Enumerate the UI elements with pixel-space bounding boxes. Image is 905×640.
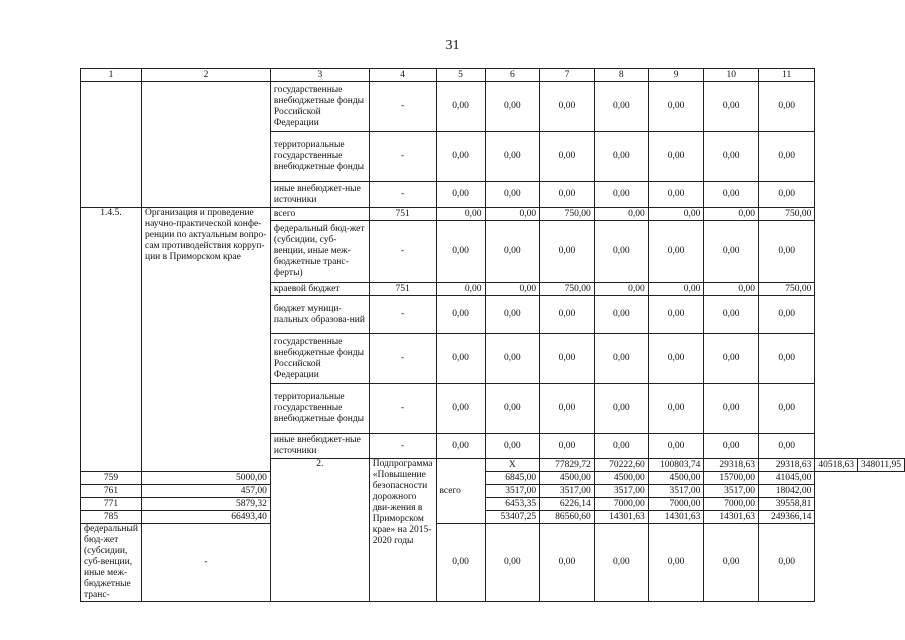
code-cell: 751 xyxy=(369,208,436,221)
code-cell: 759 xyxy=(81,472,142,485)
value-cell: 14301,63 xyxy=(648,511,704,524)
value-cell: 18042,00 xyxy=(759,485,815,498)
code-cell: - xyxy=(369,182,436,208)
value-cell: 0,00 xyxy=(759,334,815,384)
value-cell: 3517,00 xyxy=(648,485,704,498)
value-cell: 0,00 xyxy=(594,182,648,208)
source-cell: бюджет муници-пальных образова-ний xyxy=(270,296,369,334)
code-cell: - xyxy=(369,384,436,434)
value-cell: 0,00 xyxy=(648,208,704,221)
source-cell: федеральный бюд-жет (субсидии, суб-венции, иные меж-бюджетные транс-ферты) xyxy=(270,221,369,283)
table-row xyxy=(81,524,905,602)
value-cell: 0,00 xyxy=(436,283,485,296)
value-cell: 0,00 xyxy=(759,182,815,208)
item-name-cell: Подпрограмма «Повышение безопасности дорожного дви-жения в Приморском крае» на 2015-2020 годы xyxy=(369,459,436,602)
value-cell: 66493,40 xyxy=(141,511,270,524)
value-cell: 249366,14 xyxy=(759,511,815,524)
value-cell: 3517,00 xyxy=(594,485,648,498)
value-cell: 4500,00 xyxy=(648,472,704,485)
value-cell: 0,00 xyxy=(594,334,648,384)
value-cell: 0,00 xyxy=(759,296,815,334)
value-cell: 348011,95 xyxy=(857,459,904,472)
value-cell: 41045,00 xyxy=(759,472,815,485)
value-cell: 14301,63 xyxy=(704,511,759,524)
value-cell: 0,00 xyxy=(704,283,759,296)
value-cell: 0,00 xyxy=(436,334,485,384)
value-cell: 15700,00 xyxy=(704,472,759,485)
value-cell: 0,00 xyxy=(594,208,648,221)
source-cell: государственные внебюджетные фонды Российской Федерации xyxy=(270,82,369,132)
value-cell: 7000,00 xyxy=(648,498,704,511)
source-cell: всего xyxy=(436,459,485,524)
value-cell: 0,00 xyxy=(594,384,648,434)
value-cell: 0,00 xyxy=(485,221,540,283)
value-cell: 0,00 xyxy=(540,182,595,208)
value-cell: 0,00 xyxy=(648,221,704,283)
source-cell: краевой бюджет xyxy=(270,283,369,296)
value-cell: 0,00 xyxy=(540,384,595,434)
value-cell: 0,00 xyxy=(485,82,540,132)
value-cell: 29318,63 xyxy=(704,459,759,472)
value-cell: 0,00 xyxy=(594,82,648,132)
code-cell: 751 xyxy=(369,283,436,296)
value-cell: 0,00 xyxy=(485,434,540,459)
value-cell: 0,00 xyxy=(704,296,759,334)
value-cell: 6453,35 xyxy=(485,498,540,511)
value-cell: 0,00 xyxy=(485,283,540,296)
value-cell: 0,00 xyxy=(704,132,759,182)
value-cell: 0,00 xyxy=(759,524,815,602)
header-cell: 3 xyxy=(270,69,369,82)
page-number: 31 xyxy=(445,38,460,53)
value-cell: 0,00 xyxy=(540,334,595,384)
value-cell: 14301,63 xyxy=(594,511,648,524)
code-cell: 771 xyxy=(81,498,142,511)
value-cell: 0,00 xyxy=(540,434,595,459)
value-cell: 0,00 xyxy=(594,434,648,459)
value-cell: 0,00 xyxy=(704,434,759,459)
source-cell: государственные внебюджетные фонды Российской Федерации xyxy=(270,334,369,384)
value-cell: 750,00 xyxy=(540,283,595,296)
header-cell: 2 xyxy=(141,69,270,82)
table-row xyxy=(81,69,905,82)
value-cell: 0,00 xyxy=(594,132,648,182)
table-row xyxy=(81,511,905,524)
item-number-cell: 1.4.5. xyxy=(81,208,142,472)
table-row xyxy=(81,498,905,511)
source-cell: иные внебюджет-ные источники xyxy=(270,182,369,208)
value-cell: 750,00 xyxy=(759,283,815,296)
value-cell: 6226,14 xyxy=(540,498,595,511)
value-cell: 3517,00 xyxy=(704,485,759,498)
value-cell: 0,00 xyxy=(540,296,595,334)
value-cell: 0,00 xyxy=(648,182,704,208)
value-cell: 0,00 xyxy=(485,132,540,182)
value-cell: 0,00 xyxy=(704,384,759,434)
value-cell: 7000,00 xyxy=(704,498,759,511)
value-cell: 0,00 xyxy=(759,384,815,434)
value-cell: 0,00 xyxy=(485,182,540,208)
value-cell: 0,00 xyxy=(704,334,759,384)
value-cell: 0,00 xyxy=(436,434,485,459)
value-cell: 100803,74 xyxy=(648,459,704,472)
code-cell: - xyxy=(369,296,436,334)
code-cell: - xyxy=(369,334,436,384)
value-cell: 750,00 xyxy=(759,208,815,221)
value-cell: 0,00 xyxy=(540,524,595,602)
value-cell: 0,00 xyxy=(436,208,485,221)
table-row xyxy=(81,82,905,132)
value-cell: 4500,00 xyxy=(540,472,595,485)
header-cell: 8 xyxy=(594,69,648,82)
item-name-cell: Организация и проведение научно-практической конфе-ренции по актуальным вопро-сам противодействия корруп-ции в Приморском крае xyxy=(141,208,270,472)
value-cell: 0,00 xyxy=(485,208,540,221)
value-cell: 7000,00 xyxy=(594,498,648,511)
code-cell: - xyxy=(141,524,270,602)
value-cell: 0,00 xyxy=(436,82,485,132)
header-cell: 6 xyxy=(485,69,540,82)
table-row xyxy=(81,208,905,221)
header-cell: 4 xyxy=(369,69,436,82)
value-cell: 6845,00 xyxy=(485,472,540,485)
value-cell: 40518,63 xyxy=(815,459,858,472)
code-cell: - xyxy=(369,132,436,182)
value-cell: 0,00 xyxy=(648,296,704,334)
value-cell: 29318,63 xyxy=(759,459,815,472)
value-cell: 0,00 xyxy=(485,524,540,602)
item-name-cell xyxy=(141,82,270,208)
header-cell: 1 xyxy=(81,69,142,82)
value-cell: 39558,81 xyxy=(759,498,815,511)
source-cell: территориальные государственные внебюджетные фонды xyxy=(270,384,369,434)
code-cell: 785 xyxy=(81,511,142,524)
value-cell: 0,00 xyxy=(540,132,595,182)
source-cell: федеральный бюд-жет (субсидии, суб-венции, иные меж-бюджетные транс- xyxy=(81,524,142,602)
value-cell: 0,00 xyxy=(648,283,704,296)
value-cell: 0,00 xyxy=(704,182,759,208)
value-cell: 0,00 xyxy=(436,132,485,182)
code-cell: X xyxy=(485,459,540,472)
value-cell: 0,00 xyxy=(648,334,704,384)
value-cell: 0,00 xyxy=(485,384,540,434)
code-cell: 761 xyxy=(81,485,142,498)
item-number-cell xyxy=(81,82,142,208)
value-cell: 0,00 xyxy=(540,82,595,132)
code-cell: - xyxy=(369,82,436,132)
value-cell: 0,00 xyxy=(759,221,815,283)
source-cell: территориальные государственные внебюджетные фонды xyxy=(270,132,369,182)
value-cell: 0,00 xyxy=(594,524,648,602)
value-cell: 0,00 xyxy=(436,384,485,434)
value-cell: 0,00 xyxy=(594,296,648,334)
value-cell: 70222,60 xyxy=(594,459,648,472)
value-cell: 0,00 xyxy=(648,82,704,132)
value-cell: 0,00 xyxy=(648,132,704,182)
source-cell: иные внебюджет-ные источники xyxy=(270,434,369,459)
value-cell: 3517,00 xyxy=(485,485,540,498)
budget-table xyxy=(80,68,905,602)
value-cell: 5000,00 xyxy=(141,472,270,485)
value-cell: 457,00 xyxy=(141,485,270,498)
value-cell: 0,00 xyxy=(648,434,704,459)
value-cell: 0,00 xyxy=(704,208,759,221)
value-cell: 0,00 xyxy=(594,283,648,296)
value-cell: 0,00 xyxy=(594,221,648,283)
value-cell: 77829,72 xyxy=(540,459,595,472)
table-row xyxy=(81,472,905,485)
value-cell: 0,00 xyxy=(759,82,815,132)
value-cell: 0,00 xyxy=(704,221,759,283)
value-cell: 3517,00 xyxy=(540,485,595,498)
value-cell: 53407,25 xyxy=(485,511,540,524)
table-row xyxy=(81,485,905,498)
value-cell: 0,00 xyxy=(540,221,595,283)
header-cell: 5 xyxy=(436,69,485,82)
value-cell: 0,00 xyxy=(648,524,704,602)
header-cell: 10 xyxy=(704,69,759,82)
value-cell: 0,00 xyxy=(436,296,485,334)
value-cell: 750,00 xyxy=(540,208,595,221)
value-cell: 0,00 xyxy=(436,182,485,208)
header-cell: 9 xyxy=(648,69,704,82)
value-cell: 86560,60 xyxy=(540,511,595,524)
value-cell: 0,00 xyxy=(485,334,540,384)
value-cell: 0,00 xyxy=(759,132,815,182)
value-cell: 0,00 xyxy=(485,296,540,334)
header-cell: 7 xyxy=(540,69,595,82)
code-cell: - xyxy=(369,434,436,459)
value-cell: 5879,32 xyxy=(141,498,270,511)
code-cell: - xyxy=(369,221,436,283)
value-cell: 0,00 xyxy=(436,524,485,602)
value-cell: 0,00 xyxy=(436,221,485,283)
value-cell: 0,00 xyxy=(704,524,759,602)
value-cell: 0,00 xyxy=(759,434,815,459)
value-cell: 4500,00 xyxy=(594,472,648,485)
value-cell: 0,00 xyxy=(648,384,704,434)
item-number-cell: 2. xyxy=(270,459,369,602)
header-cell: 11 xyxy=(759,69,815,82)
source-cell: всего xyxy=(270,208,369,221)
value-cell: 0,00 xyxy=(704,82,759,132)
